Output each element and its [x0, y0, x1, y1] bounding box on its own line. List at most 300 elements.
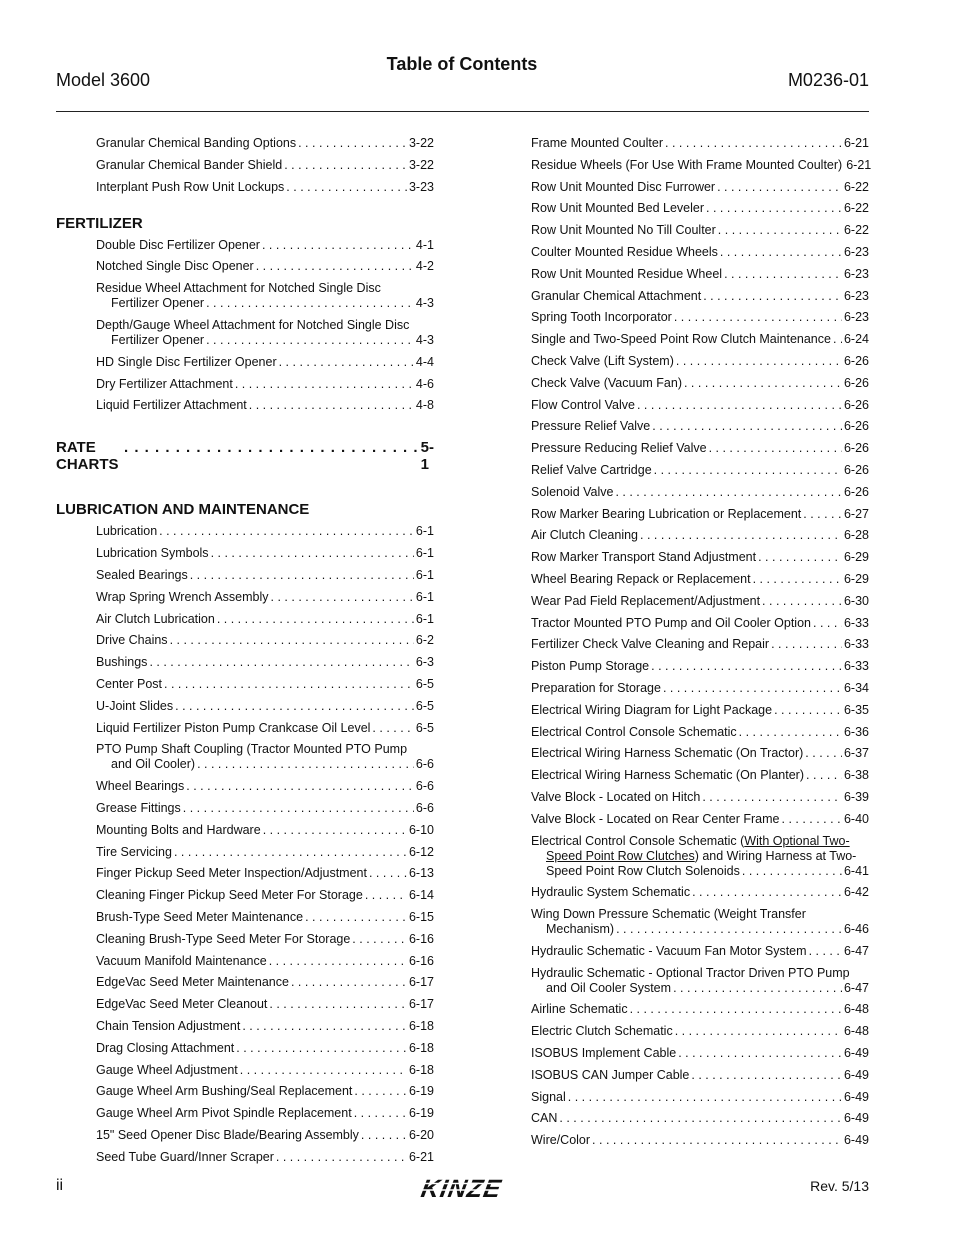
toc-entry[interactable]: [531, 812, 869, 827]
toc-entry-page: 6-13: [408, 866, 434, 881]
leader-dots: [806, 768, 842, 783]
right-entries-2: [531, 885, 869, 1148]
leader-dots: [651, 659, 842, 674]
toc-entry-title: Depth/Gauge Wheel Attachment for Notched Single Disc: [96, 317, 410, 332]
toc-entry[interactable]: [96, 1063, 434, 1078]
toc-entry-title: Airline Schematic: [531, 1002, 628, 1017]
leader-dots: [616, 922, 842, 937]
toc-entry-title: Cleaning Finger Pickup Seed Meter For Storage: [96, 888, 363, 903]
toc-entry-title: Check Valve (Vacuum Fan): [531, 375, 682, 390]
leader-dots: [124, 439, 418, 456]
toc-entry[interactable]: [531, 528, 869, 543]
toc-entry-title: Electrical Control Console Schematic (With Optional Two-: [531, 833, 850, 848]
leader-dots: [717, 180, 842, 195]
toc-entry-title: Lubrication Symbols: [96, 546, 209, 561]
toc-entry-title: Liquid Fertilizer Piston Pump Crankcase Oil Level: [96, 720, 371, 735]
toc-entry[interactable]: [96, 398, 434, 413]
rate-charts-page: 5-1: [420, 439, 434, 474]
toc-entry-page: 6-1: [415, 546, 434, 561]
toc-entry[interactable]: [531, 332, 869, 347]
leader-dots: [291, 975, 407, 990]
toc-entry[interactable]: [96, 932, 434, 947]
toc-entry-title: Notched Single Disc Opener: [96, 259, 254, 274]
toc-entry[interactable]: [96, 281, 434, 311]
toc-entry-page: 6-2: [415, 633, 434, 648]
toc-entry-page: 3-22: [408, 157, 434, 172]
toc-entry[interactable]: [531, 1068, 869, 1083]
toc-entry-page: 6-26: [843, 375, 869, 390]
toc-entry-page: 6-34: [843, 680, 869, 695]
toc-entry[interactable]: [96, 1106, 434, 1121]
toc-entry[interactable]: [96, 612, 434, 627]
toc-entry-title: Row Marker Transport Stand Adjustment: [531, 550, 757, 565]
toc-entry-title: Bushings: [96, 655, 148, 670]
toc-entry-page: 6-21: [846, 157, 872, 172]
toc-entry-title: Electrical Control Console Schematic: [531, 724, 737, 739]
toc-entry[interactable]: [531, 201, 869, 216]
toc-entry-page: 6-49: [843, 1046, 869, 1061]
toc-entry[interactable]: [96, 779, 434, 794]
toc-entry-title-cont: Fertilizer Opener: [111, 332, 205, 347]
toc-entry[interactable]: [96, 1019, 434, 1034]
toc-entry[interactable]: [96, 677, 434, 692]
toc-entry[interactable]: [531, 681, 869, 696]
toc-entry-page: 6-37: [843, 746, 869, 761]
leader-dots: [678, 1046, 842, 1061]
toc-entry[interactable]: [531, 507, 869, 522]
toc-entry-page: 3-23: [408, 179, 434, 194]
toc-entry-page: 6-48: [843, 1024, 869, 1039]
toc-entry[interactable]: [96, 1150, 434, 1165]
toc-entry-continuation: [96, 333, 434, 348]
leader-dots: [758, 550, 842, 565]
toc-entry-title: Lubrication: [96, 524, 158, 539]
toc-entry-title: Finger Pickup Seed Meter Inspection/Adjustment: [96, 866, 367, 881]
toc-entry-page: 6-28: [843, 528, 869, 543]
underlined-text: Speed Point Row Clutches: [546, 848, 695, 863]
leader-dots: [235, 377, 414, 392]
svg-text:KINZE: KINZE: [418, 1175, 504, 1203]
toc-entry-continuation: [531, 981, 869, 996]
toc-entry[interactable]: Electrical Control Console Schematic (With Optional Two- Speed Point Row Clutches) and Wiring Harness at Two- Speed Point Row Clutch Solenoids . . . 6-41: [531, 834, 869, 879]
toc-entry[interactable]: [531, 790, 869, 805]
toc-entry-page: 6-29: [843, 571, 869, 586]
leader-dots: [676, 354, 842, 369]
toc-entry-title: Check Valve (Lift System): [531, 353, 674, 368]
leader-dots: [190, 568, 414, 583]
toc-entry-page: 6-49: [843, 1133, 869, 1148]
leader-dots: [159, 524, 414, 539]
toc-entry-page: 6-22: [843, 223, 869, 238]
toc-entry-page: 6-33: [843, 659, 869, 674]
toc-entry-title: Chain Tension Adjustment: [96, 1018, 241, 1033]
toc-entry[interactable]: [96, 801, 434, 816]
toc-entry-page: 6-40: [843, 811, 869, 826]
toc-entry[interactable]: [531, 550, 869, 565]
toc-entry-title: Tractor Mounted PTO Pump and Oil Cooler Option: [531, 615, 811, 630]
toc-entry-title: Row Unit Mounted Disc Furrower: [531, 179, 716, 194]
toc-entry-title: Granular Chemical Bander Shield: [96, 157, 283, 172]
leader-dots: [675, 1024, 842, 1039]
toc-entry[interactable]: [531, 746, 869, 761]
toc-entry[interactable]: [531, 616, 869, 631]
leader-dots: [236, 1041, 407, 1056]
leader-dots: [286, 180, 407, 195]
toc-entry-title: Solenoid Valve: [531, 484, 614, 499]
leader-dots: [559, 1111, 842, 1126]
leader-dots: [718, 223, 842, 238]
toc-entry-page: 6-39: [843, 789, 869, 804]
leader-dots: [354, 1084, 407, 1099]
leader-dots: [803, 507, 842, 522]
toc-entry[interactable]: [96, 158, 434, 173]
toc-entry-page: 6-23: [843, 310, 869, 325]
toc-entry[interactable]: [531, 944, 869, 959]
toc-entry-page: 6-18: [408, 1062, 434, 1077]
toc-entry[interactable]: [531, 768, 869, 783]
toc-entry[interactable]: [96, 633, 434, 648]
leader-dots: [720, 245, 842, 260]
toc-entry-title: Wing Down Pressure Schematic (Weight Transfer: [531, 907, 806, 922]
toc-entry[interactable]: [96, 742, 434, 772]
toc-entry-page: 6-1: [415, 567, 434, 582]
leader-dots: [369, 866, 407, 881]
toc-entry[interactable]: [531, 1024, 869, 1039]
toc-entry-page: 6-48: [843, 1002, 869, 1017]
toc-entry-page: 6-26: [843, 419, 869, 434]
toc-entry[interactable]: [531, 136, 869, 151]
toc-entry-page: 6-14: [408, 888, 434, 903]
toc-title: Table of Contents: [386, 54, 538, 74]
toc-entry-title: Row Unit Mounted No Till Coulter: [531, 223, 716, 238]
toc-entry-title: Piston Pump Storage: [531, 659, 650, 674]
leader-dots: [206, 296, 414, 311]
leader-dots: [164, 677, 414, 692]
toc-entry-page: 6-3: [415, 655, 434, 670]
toc-entry-title: EdgeVac Seed Meter Cleanout: [96, 997, 268, 1012]
toc-entry[interactable]: [96, 546, 434, 561]
leader-dots: [782, 812, 842, 827]
toc-entry-title: Wheel Bearings: [96, 779, 185, 794]
leader-dots: [702, 790, 842, 805]
toc-entry[interactable]: [531, 1002, 869, 1017]
toc-entry-title: Grease Fittings: [96, 800, 181, 815]
toc-entry-page: 6-6: [415, 779, 434, 794]
toc-entry[interactable]: [96, 655, 434, 670]
rate-charts-entry[interactable]: [56, 439, 434, 473]
toc-entry-page: 4-3: [415, 332, 434, 347]
leader-dots: [249, 398, 414, 413]
toc-entry[interactable]: [531, 180, 869, 195]
toc-entry-title: Hydraulic System Schematic: [531, 885, 691, 900]
toc-entry-title: Wear Pad Field Replacement/Adjustment: [531, 593, 761, 608]
toc-entry-title: Valve Block - Located on Hitch: [531, 789, 701, 804]
toc-entry-title: Double Disc Fertilizer Opener: [96, 237, 260, 252]
toc-entry[interactable]: [531, 289, 869, 304]
toc-entry-page: 6-21: [843, 136, 869, 150]
leader-dots: [170, 633, 414, 648]
toc-entry[interactable]: [96, 136, 434, 151]
toc-entry-page: 3-22: [408, 136, 434, 150]
toc-entry[interactable]: [531, 659, 869, 674]
leader-dots: [809, 944, 842, 959]
right-column: [531, 136, 872, 1155]
toc-entry-title: Pressure Reducing Relief Valve: [531, 441, 707, 456]
toc-entry-page: 6-33: [843, 637, 869, 652]
toc-entry-title: Electric Clutch Schematic: [531, 1024, 673, 1039]
toc-entry-title: PTO Pump Shaft Coupling (Tractor Mounted PTO Pump: [96, 742, 408, 757]
toc-entry-page: 6-16: [408, 953, 434, 968]
leader-dots: [149, 655, 413, 670]
toc-entry[interactable]: [96, 954, 434, 969]
toc-entry[interactable]: [531, 1111, 869, 1126]
leader-dots: [298, 136, 407, 151]
leader-dots: [263, 823, 407, 838]
leader-dots: [197, 757, 414, 772]
toc-entry[interactable]: [531, 245, 869, 260]
leader-dots: [654, 463, 842, 478]
leader-dots: [240, 1063, 407, 1078]
toc-entry[interactable]: [96, 997, 434, 1012]
leader-dots: [284, 158, 407, 173]
toc-entry[interactable]: [96, 590, 434, 605]
toc-entry[interactable]: [96, 823, 434, 838]
toc-entry[interactable]: [531, 441, 869, 456]
toc-entry-title: Row Unit Mounted Residue Wheel: [531, 266, 723, 281]
toc-entry-page: 6-26: [843, 397, 869, 412]
toc-entry-title-cont: and Oil Cooler): [111, 757, 196, 772]
leader-dots: [269, 954, 407, 969]
toc-entry-title: Spring Tooth Incorporator: [531, 310, 672, 325]
toc-entry[interactable]: [96, 259, 434, 274]
toc-entry[interactable]: [96, 1128, 434, 1143]
toc-entry[interactable]: [531, 725, 869, 740]
toc-entry[interactable]: [96, 524, 434, 539]
toc-entry-title: Frame Mounted Coulter: [531, 136, 664, 150]
underlined-text: With Optional Two-: [744, 833, 850, 848]
toc-entry-page: 6-33: [843, 615, 869, 630]
toc-entry[interactable]: [531, 1090, 869, 1105]
toc-entry-page: 6-41: [843, 863, 869, 878]
toc-entry-title: Liquid Fertilizer Attachment: [96, 398, 247, 413]
leader-dots: [706, 201, 842, 216]
toc-entry-title: U-Joint Slides: [96, 698, 174, 713]
leader-dots: [305, 910, 407, 925]
toc-entry[interactable]: [531, 354, 869, 369]
toc-entry[interactable]: [96, 910, 434, 925]
fertilizer-entries: [56, 238, 434, 414]
toc-entry-page: 6-18: [408, 1018, 434, 1033]
leader-dots: [805, 746, 842, 761]
toc-entry-page: 6-29: [843, 550, 869, 565]
toc-entry-title: ISOBUS Implement Cable: [531, 1046, 677, 1061]
toc-entry-continuation: [531, 922, 869, 937]
toc-entry[interactable]: [531, 267, 869, 282]
toc-entry-page: 6-42: [843, 885, 869, 900]
model-name: Model 3600: [56, 70, 151, 90]
toc-entry-title: Air Clutch Cleaning: [531, 528, 638, 543]
toc-entry-title: Drag Closing Attachment: [96, 1040, 235, 1055]
toc-entry-title: Row Unit Mounted Bed Leveler: [531, 201, 705, 216]
toc-entry-page: 6-1: [415, 524, 434, 539]
toc-entry-title: Dry Fertilizer Attachment: [96, 376, 233, 391]
toc-entry-title: Signal: [531, 1089, 566, 1104]
toc-entry[interactable]: [96, 355, 434, 370]
toc-entry-page: 6-1: [415, 589, 434, 604]
toc-entry-page: 6-38: [843, 768, 869, 783]
toc-entry-page: 6-36: [843, 724, 869, 739]
toc-entry[interactable]: [96, 568, 434, 583]
toc-entry[interactable]: [531, 1133, 869, 1148]
toc-entry-title: Drive Chains: [96, 633, 168, 648]
toc-entry[interactable]: [531, 376, 869, 391]
leader-dots: [592, 1133, 842, 1148]
leader-dots: [279, 355, 414, 370]
toc-entry-page: 4-8: [415, 398, 434, 413]
toc-entry[interactable]: [96, 866, 434, 881]
toc-entry-page: 6-26: [843, 353, 869, 368]
toc-entry-title: Granular Chemical Banding Options: [96, 136, 297, 150]
toc-entry-title: HD Single Disc Fertilizer Opener: [96, 354, 277, 369]
toc-entry-page: 4-3: [415, 296, 434, 311]
toc-entry[interactable]: [96, 721, 434, 736]
leader-dots: [271, 590, 414, 605]
toc-entry-page: 4-6: [415, 376, 434, 391]
toc-entry-title: Gauge Wheel Arm Bushing/Seal Replacement: [96, 1084, 353, 1099]
toc-entry-page: 6-26: [843, 484, 869, 499]
toc-entry-title: Electrical Wiring Harness Schematic (On Planter): [531, 768, 804, 783]
leader-dots: [206, 333, 414, 348]
toc-entry-title: Fertilizer Check Valve Cleaning and Repair: [531, 637, 770, 652]
toc-entry[interactable]: [96, 1041, 434, 1056]
toc-entry-title: Brush-Type Seed Meter Maintenance: [96, 909, 304, 924]
document-number: M0236-01: [787, 70, 869, 90]
toc-entry[interactable]: [96, 845, 434, 860]
toc-entry[interactable]: [531, 463, 869, 478]
leader-dots: [365, 888, 407, 903]
toc-entry[interactable]: [531, 398, 869, 413]
leader-dots: [652, 419, 842, 434]
leader-dots: [703, 289, 842, 304]
toc-entry[interactable]: [531, 637, 869, 652]
toc-entry[interactable]: [531, 572, 869, 587]
leader-dots: [637, 398, 842, 413]
toc-entry-page: 6-23: [843, 244, 869, 259]
toc-entry-title: Residue Wheels (For Use With Frame Mounted Coulter): [531, 157, 843, 172]
kinze-logo: [404, 1174, 524, 1204]
toc-entry-page: 6-17: [408, 997, 434, 1012]
toc-entry[interactable]: [96, 180, 434, 195]
toc-entry-title: Residue Wheel Attachment for Notched Single Disc: [96, 281, 381, 296]
toc-entry-page: 6-23: [843, 288, 869, 303]
toc-entry-page: 6-27: [843, 506, 869, 521]
leader-dots: [242, 1019, 407, 1034]
toc-entry[interactable]: [531, 419, 869, 434]
toc-entry[interactable]: [531, 1046, 869, 1061]
toc-entry-page: 6-49: [843, 1067, 869, 1082]
leader-dots: [217, 612, 414, 627]
toc-entry-title: Cleaning Brush-Type Seed Meter For Storage: [96, 931, 351, 946]
leader-dots: [276, 1150, 407, 1165]
toc-entry-page: 6-6: [415, 757, 434, 772]
toc-entry[interactable]: [96, 1084, 434, 1099]
toc-entry-page: 6-22: [843, 179, 869, 194]
toc-entry[interactable]: [531, 885, 869, 900]
leader-dots: [774, 703, 842, 718]
toc-entry[interactable]: [531, 157, 872, 173]
leader-dots: [771, 637, 842, 652]
toc-entry-continuation: [96, 757, 434, 772]
leader-dots: [262, 238, 414, 253]
leader-dots: [630, 1002, 842, 1017]
leader-dots: [742, 864, 842, 879]
toc-entry-title: Coulter Mounted Residue Wheels: [531, 244, 718, 259]
toc-entry-page: 6-19: [408, 1084, 434, 1099]
toc-entry-title: Air Clutch Lubrication: [96, 611, 215, 626]
toc-entry-title: Center Post: [96, 676, 163, 691]
toc-entry-page: 6-47: [843, 980, 869, 995]
toc-entry-title: Sealed Bearings: [96, 567, 188, 582]
toc-entry-page: 6-35: [843, 702, 869, 717]
toc-entry-page: 6-1: [415, 611, 434, 626]
toc-entry-title: Gauge Wheel Adjustment: [96, 1062, 238, 1077]
toc-entry-title: 15" Seed Opener Disc Blade/Bearing Assembly: [96, 1127, 359, 1142]
leader-dots: [663, 681, 842, 696]
toc-entry-title: Gauge Wheel Arm Pivot Spindle Replacement: [96, 1106, 352, 1121]
toc-entry[interactable]: [96, 975, 434, 990]
toc-entry[interactable]: [96, 318, 434, 348]
toc-entry-page: 6-10: [408, 822, 434, 837]
toc-entry[interactable]: [531, 485, 869, 500]
leader-dots: [269, 997, 407, 1012]
leader-dots: [753, 572, 842, 587]
toc-entry[interactable]: [531, 310, 869, 325]
toc-entry[interactable]: [531, 594, 869, 609]
lubrication-entries: [56, 524, 434, 1164]
toc-entry-title: Single and Two-Speed Point Row Clutch Maintenance: [531, 332, 831, 347]
toc-entry-page: 6-17: [408, 975, 434, 990]
toc-entry-title: Preparation for Storage: [531, 680, 661, 695]
toc-entry-page: 6-5: [415, 720, 434, 735]
toc-entry-page: 6-19: [408, 1106, 434, 1121]
toc-entry[interactable]: [96, 377, 434, 392]
leader-dots: [684, 376, 842, 391]
toc-entry-page: 6-18: [408, 1040, 434, 1055]
revision-date: Rev. 5/13: [810, 1178, 869, 1194]
toc-entry[interactable]: [96, 699, 434, 714]
toc-entry-title: Electrical Wiring Diagram for Light Package: [531, 702, 773, 717]
leader-dots: [691, 1068, 842, 1083]
toc-entry-title: Flow Control Valve: [531, 397, 635, 412]
toc-entry[interactable]: [531, 966, 869, 996]
fertilizer-heading: FERTILIZER: [56, 214, 143, 232]
toc-entry[interactable]: [531, 703, 869, 718]
toc-entry-page: 4-4: [415, 354, 434, 369]
leader-dots: [813, 616, 842, 631]
leader-dots: [673, 981, 842, 996]
toc-entry-page: 4-2: [415, 259, 434, 274]
leader-dots: [354, 1106, 407, 1121]
toc-entry[interactable]: [96, 888, 434, 903]
toc-entry[interactable]: [96, 238, 434, 253]
leader-dots: [174, 845, 407, 860]
page-number: ii: [56, 1177, 64, 1194]
toc-entry[interactable]: [531, 223, 869, 238]
toc-entry-title: Tire Servicing: [96, 844, 172, 859]
toc-entry[interactable]: [531, 907, 869, 937]
toc-entry-page: 6-46: [843, 922, 869, 937]
toc-entry-page: 6-49: [843, 1089, 869, 1104]
